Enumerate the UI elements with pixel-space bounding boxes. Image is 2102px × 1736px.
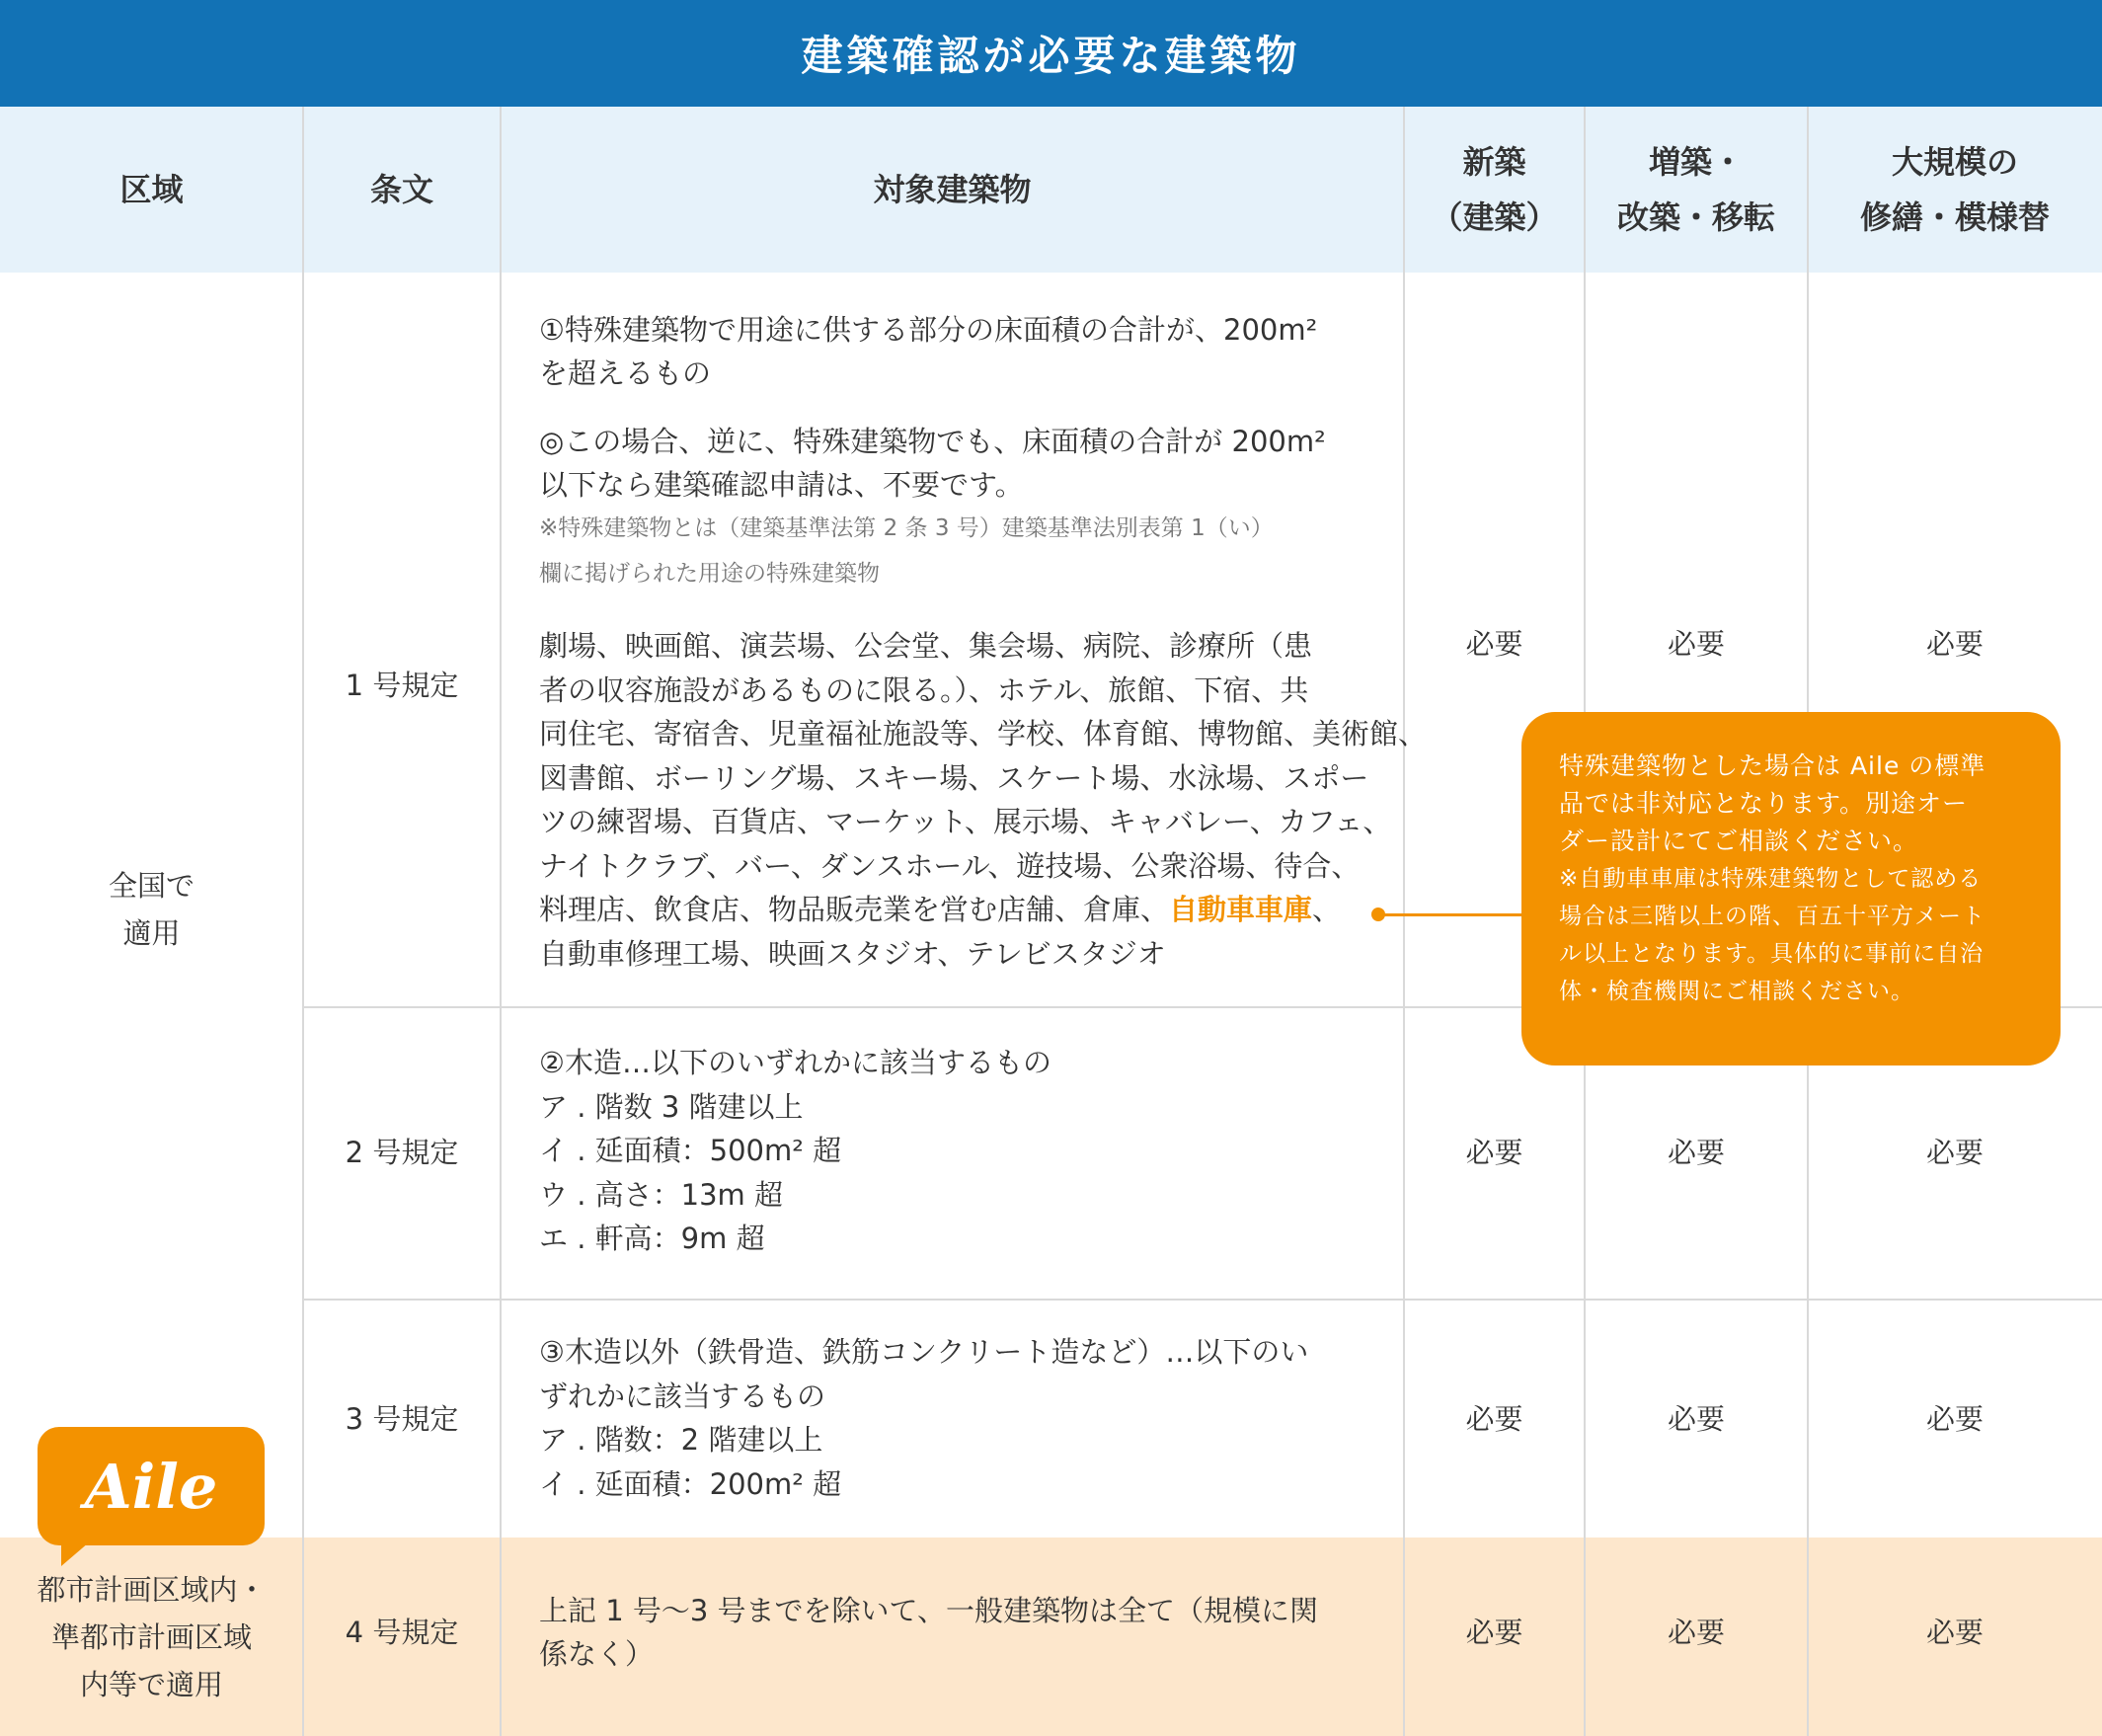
row1-p1-line1: ①特殊建築物で用途に供する部分の床面積の合計が、200m²	[539, 313, 1318, 347]
row3-major-repair: 必要	[1925, 1402, 1984, 1436]
row3-article: 3 号規定	[345, 1402, 459, 1436]
row2-line: ウ . 高さ：13m 超	[539, 1178, 784, 1212]
row4-line: 係なく）	[539, 1637, 655, 1671]
callout-connector	[1376, 913, 1523, 916]
row1-list-line: ツの練習場、百貨店、マーケット、展示場、キャバレー、カフェ、	[539, 805, 1392, 838]
header-target: 対象建築物	[873, 171, 1032, 208]
header-major-repair	[1808, 107, 2102, 273]
row1-list-line-8: 自動車修理工場、映画スタジオ、テレビスタジオ	[539, 937, 1166, 971]
callout-line: ダー設計にてご相談ください。	[1559, 827, 1919, 855]
divider	[303, 1299, 2102, 1301]
aile-logo: Aile	[84, 1450, 218, 1523]
aile-logo-tail	[61, 1542, 89, 1566]
row2-line: イ . 延面積：500m² 超	[539, 1134, 842, 1167]
row2-major-repair: 必要	[1925, 1136, 1984, 1169]
row2-article: 2 号規定	[345, 1136, 459, 1169]
row1-p2-line2: 以下なら建築確認申請は、不要です。	[539, 468, 1024, 502]
row3-new: 必要	[1465, 1402, 1523, 1436]
row4-article: 4 号規定	[345, 1616, 459, 1649]
header-row	[0, 107, 2102, 273]
row1-p2-line1: ◎この場合、逆に、特殊建築物でも、床面積の合計が 200m²	[539, 425, 1326, 458]
header-area: 区域	[119, 171, 184, 208]
callout-text	[1559, 748, 2043, 1010]
row3-extension: 必要	[1667, 1402, 1725, 1436]
row3-line: イ . 延面積：200m² 超	[539, 1467, 842, 1501]
row3-line: ア . 階数：2 階建以上	[539, 1423, 823, 1457]
row1-article: 1 号規定	[345, 669, 459, 702]
row2-new: 必要	[1465, 1136, 1523, 1169]
header-new-line1: 新築	[1462, 143, 1526, 181]
callout-note-line: ※自動車車庫は特殊建築物として認める	[1559, 866, 1983, 892]
row2-line: エ . 軒高：9m 超	[539, 1222, 765, 1255]
area-urban-line1: 都市計画区域内・	[37, 1573, 267, 1607]
row4-major-repair: 必要	[1925, 1616, 1984, 1649]
callout-note-line: 場合は三階以上の階、百五十平方メート	[1559, 904, 1985, 929]
row2-line: ア . 階数 3 階建以上	[539, 1090, 804, 1124]
row1-new: 必要	[1465, 627, 1523, 661]
row4-line: 上記 1 号～3 号までを除いて、一般建築物は全て（規模に関	[539, 1594, 1318, 1627]
garage-highlight: 自動車車庫	[1169, 893, 1313, 926]
callout-line: 品では非対応となります。別途オー	[1559, 789, 1969, 818]
row1-list-line: 劇場、映画館、演芸場、公会堂、集会場、病院、診療所（患	[539, 629, 1313, 663]
callout-note-line: ル以上となります。具体的に事前に自治	[1559, 941, 1985, 967]
header-new	[1404, 107, 1585, 273]
row3-line: ③木造以外（鉄骨造、鉄筋コンクリート造など）…以下のい	[539, 1335, 1309, 1369]
row1-list-line7-pre: 料理店、飲食店、物品販売業を営む店舗、倉庫、	[539, 893, 1170, 926]
row1-note-line1: ※特殊建築物とは（建築基準法第 2 条 3 号）建築基準法別表第 1（い）	[539, 515, 1274, 541]
row3-line: ずれかに該当するもの	[539, 1380, 826, 1413]
header-extension	[1585, 107, 1808, 273]
row1-list-line: 者の収容施設があるものに限る。）、ホテル、旅館、下宿、共	[539, 673, 1309, 707]
divider	[500, 107, 502, 1736]
header-major-line2: 修繕・模様替	[1859, 198, 2050, 236]
area-urban-line3: 内等で適用	[79, 1668, 223, 1701]
row1-list-line7-post: 、	[1312, 893, 1342, 926]
row1-note-line2: 欄に掲げられた用途の特殊建築物	[539, 561, 880, 587]
row4-extension: 必要	[1667, 1616, 1725, 1649]
row2-line: ②木造…以下のいずれかに該当するもの	[539, 1046, 1051, 1079]
divider	[1403, 107, 1405, 1736]
callout-line: 特殊建築物とした場合は Aile の標準	[1559, 751, 1986, 780]
callout-dot	[1371, 907, 1385, 921]
row1-list-line-7	[539, 888, 1341, 932]
row1-major-repair: 必要	[1925, 627, 1984, 661]
area-urban-line2: 準都市計画区域	[50, 1620, 252, 1654]
row2-extension: 必要	[1667, 1136, 1725, 1169]
row1-list-line: ナイトクラブ、バー、ダンスホール、遊技場、公衆浴場、待合、	[539, 849, 1361, 883]
table-title: 建築確認が必要な建築物	[0, 0, 2102, 107]
area-urban-planning	[0, 1563, 303, 1711]
row4-new: 必要	[1465, 1616, 1523, 1649]
header-new-line2: （建築）	[1431, 198, 1558, 236]
row1-list-line: 同住宅、寄宿舎、児童福祉施設等、学校、体育館、博物館、美術館、	[539, 717, 1428, 750]
row1-p1-line2: を超えるもの	[539, 356, 712, 390]
header-ext-line1: 増築・	[1648, 143, 1744, 181]
header-article: 条文	[369, 171, 433, 208]
area-nationwide-line2: 適用	[122, 916, 181, 950]
area-nationwide-line1: 全国で	[108, 869, 195, 903]
header-major-line1: 大規模の	[1891, 143, 2018, 181]
row1-extension: 必要	[1667, 627, 1725, 661]
callout-note-line: 体・検査機関にご相談ください。	[1559, 979, 1914, 1004]
area-nationwide	[0, 855, 303, 964]
row1-list-line: 図書館、ボーリング場、スキー場、スケート場、水泳場、スポー	[539, 761, 1369, 795]
header-ext-line2: 改築・移転	[1616, 198, 1775, 236]
